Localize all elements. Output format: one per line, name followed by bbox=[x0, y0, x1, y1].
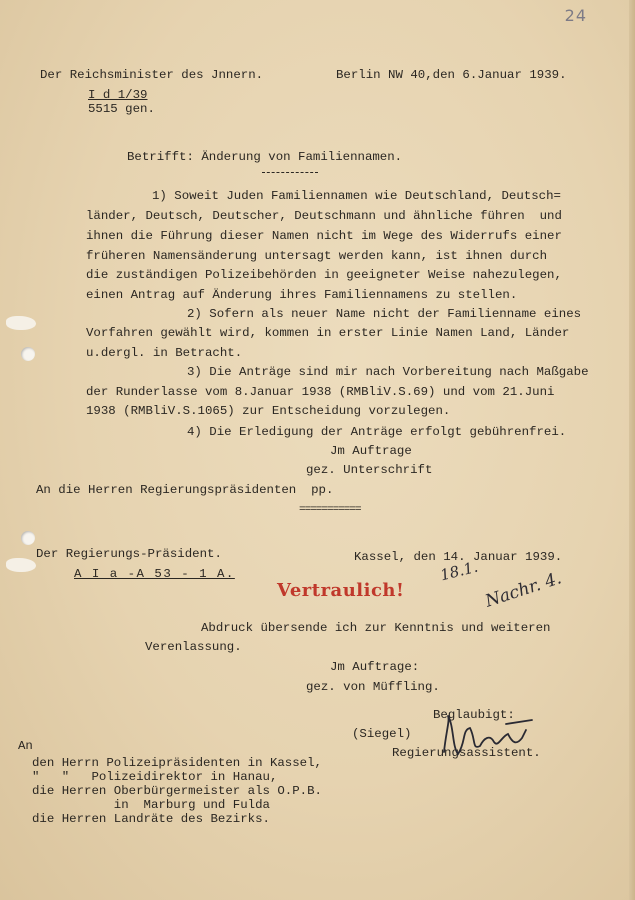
confidential-stamp: Vertraulich! bbox=[277, 580, 405, 601]
second-text-line: Verenlassung. bbox=[145, 640, 242, 654]
body-line: ihnen die Führung dieser Namen nicht im Wege des Widerrufs einer bbox=[86, 229, 562, 243]
body-line: die zuständigen Polizeibehörden in geeigneter Weise nahezulegen, bbox=[86, 268, 562, 282]
paper-edge bbox=[629, 0, 635, 900]
page-number: 24 bbox=[564, 6, 587, 25]
body-line: früheren Namensänderung untersagt werden kann, ist ihnen durch bbox=[86, 249, 548, 263]
body-line: einen Antrag auf Änderung ihres Familiennamens zu stellen. bbox=[86, 288, 518, 302]
signature-note: gez. Unterschrift bbox=[306, 463, 433, 477]
subject: Betrifft: Änderung von Familiennamen. bbox=[127, 150, 403, 164]
recipients: An die Herren Regierungspräsidenten pp. bbox=[36, 483, 334, 497]
body-line: 1938 (RMBliV.S.1065) zur Entscheidung vorzulegen. bbox=[86, 404, 451, 418]
torn-punch-hole bbox=[6, 316, 36, 330]
file-reference-2: 5515 gen. bbox=[88, 102, 155, 116]
body-line: 4) Die Erledigung der Anträge erfolgt gebührenfrei. bbox=[187, 425, 567, 439]
second-auftrage: Jm Auftrage: bbox=[330, 660, 420, 674]
body-line: 3) Die Anträge sind mir nach Vorbereitung nach Maßgabe bbox=[187, 365, 589, 379]
second-sender: Der Regierungs-Präsident. bbox=[36, 547, 222, 561]
file-reference: I d 1/39 bbox=[88, 88, 148, 102]
distribution-line: in Marburg und Fulda bbox=[32, 798, 270, 812]
handwritten-note: Nachr. 4. bbox=[482, 568, 564, 612]
certifier-title: Regierungsassistent. bbox=[392, 746, 541, 760]
torn-punch-hole bbox=[6, 558, 36, 572]
second-place-date: Kassel, den 14. Januar 1939. bbox=[354, 550, 563, 564]
second-signature-note: gez. von Müffling. bbox=[306, 680, 440, 694]
divider: =========== bbox=[299, 504, 361, 516]
distribution-line: die Herren Landräte des Bezirks. bbox=[32, 812, 270, 826]
handwritten-signature bbox=[436, 712, 556, 764]
body-line: 1) Soweit Juden Familiennamen wie Deutschland, Deutsch= bbox=[152, 189, 561, 203]
second-file-reference: A I a -A 53 - 1 A. bbox=[74, 567, 235, 581]
subject-underline bbox=[262, 172, 318, 173]
distribution-an: An bbox=[18, 739, 33, 753]
seal: (Siegel) bbox=[352, 727, 412, 741]
auftrage: Jm Auftrage bbox=[330, 444, 412, 458]
distribution-line: den Herrn Polizeipräsidenten in Kassel, bbox=[32, 756, 322, 770]
body-line: Vorfahren gewählt wird, kommen in erster Linie Namen Land, Länder bbox=[86, 326, 570, 340]
body-line: der Runderlasse vom 8.Januar 1938 (RMBliV.S.69) und vom 21.Juni bbox=[86, 385, 555, 399]
distribution-line: die Herren Oberbürgermeister als O.P.B. bbox=[32, 784, 322, 798]
place-date: Berlin NW 40,den 6.Januar 1939. bbox=[336, 68, 567, 82]
second-text-line: Abdruck übersende ich zur Kenntnis und weiteren bbox=[201, 621, 551, 635]
handwritten-date: 18.1. bbox=[438, 557, 480, 585]
sender: Der Reichsminister des Jnnern. bbox=[40, 68, 264, 82]
certified: Beglaubigt: bbox=[433, 708, 515, 722]
punch-hole bbox=[21, 531, 35, 545]
distribution-line: " " Polizeidirektor in Hanau, bbox=[32, 770, 278, 784]
body-line: u.dergl. in Betracht. bbox=[86, 346, 243, 360]
body-line: 2) Sofern als neuer Name nicht der Familienname eines bbox=[187, 307, 582, 321]
punch-hole bbox=[21, 347, 35, 361]
body-line: länder, Deutsch, Deutscher, Deutschmann und ähnliche führen und bbox=[86, 209, 562, 223]
